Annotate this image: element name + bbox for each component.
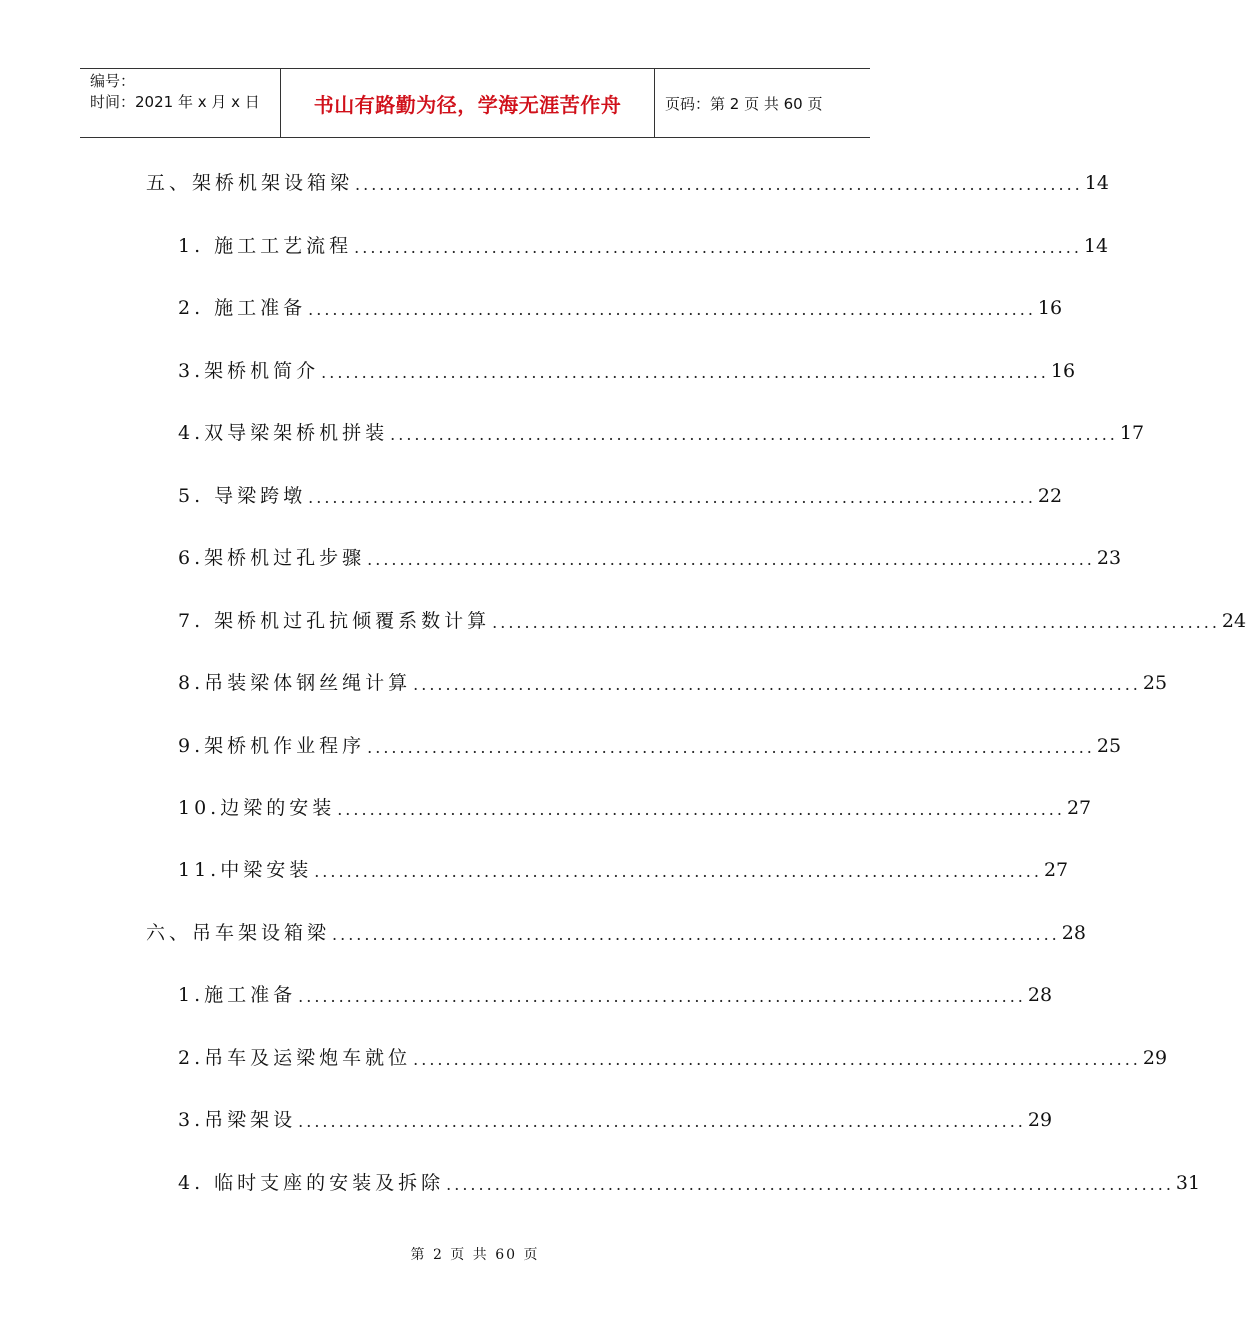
toc-entry-page: 23 bbox=[1096, 547, 1122, 569]
toc-item[interactable] bbox=[178, 418, 1145, 448]
toc-entry-label: 3.吊梁架设 bbox=[178, 1109, 297, 1131]
toc-item[interactable] bbox=[178, 1043, 1168, 1073]
toc-entry-page: 27 bbox=[1066, 797, 1092, 819]
toc-entry-page: 28 bbox=[1061, 922, 1086, 944]
toc-entry-label: 3.架桥机简介 bbox=[178, 360, 320, 382]
toc-entry-label: 7. 架桥机过孔抗倾覆系数计算 bbox=[178, 610, 491, 632]
toc-leader-dots: .......................................................................................... bbox=[298, 987, 1026, 1006]
toc-leader-dots: .......................................................................................... bbox=[390, 425, 1118, 444]
toc-leader-dots: .......................................................................................... bbox=[321, 363, 1049, 382]
toc-entry-page: 27 bbox=[1043, 859, 1069, 881]
document-number-label: 编号： bbox=[90, 72, 136, 90]
toc-section-6[interactable] bbox=[146, 918, 1086, 948]
toc-entry-page: 24 bbox=[1221, 610, 1246, 632]
toc-item[interactable] bbox=[178, 855, 1069, 885]
toc-entry-label: 六、吊车架设箱梁 bbox=[146, 922, 331, 944]
toc-leader-dots: .......................................................................................... bbox=[492, 613, 1220, 632]
toc-entry-label: 9.架桥机作业程序 bbox=[178, 735, 366, 757]
document-time: 时间：2021 年 x 月 x 日 bbox=[90, 93, 260, 111]
toc-leader-dots: .......................................................................................... bbox=[355, 175, 1083, 194]
page-footer: 第 2 页 共 60 页 bbox=[410, 1247, 540, 1263]
toc-entry-label: 8.吊装梁体钢丝绳计算 bbox=[178, 672, 412, 694]
toc-item[interactable] bbox=[178, 606, 1246, 636]
toc-entry-page: 25 bbox=[1096, 735, 1122, 757]
toc-section-5[interactable] bbox=[146, 168, 1109, 198]
toc-entry-label: 6.架桥机过孔步骤 bbox=[178, 547, 366, 569]
toc-entry-page: 25 bbox=[1142, 672, 1168, 694]
toc-entry-page: 31 bbox=[1175, 1172, 1201, 1194]
toc-leader-dots: .......................................................................................... bbox=[367, 550, 1095, 569]
toc-entry-label: 1.施工准备 bbox=[178, 984, 297, 1006]
toc-entry-page: 29 bbox=[1027, 1109, 1053, 1131]
toc-leader-dots: .......................................................................................... bbox=[367, 738, 1095, 757]
toc-entry-page: 14 bbox=[1084, 172, 1109, 194]
toc-leader-dots: .......................................................................................... bbox=[337, 800, 1065, 819]
toc-entry-label: 2. 施工准备 bbox=[178, 297, 307, 319]
toc-leader-dots: .......................................................................................... bbox=[314, 862, 1042, 881]
toc-item[interactable] bbox=[178, 293, 1063, 323]
toc-item[interactable] bbox=[178, 481, 1063, 511]
toc-item[interactable] bbox=[178, 731, 1122, 761]
toc-entry-page: 16 bbox=[1037, 297, 1063, 319]
toc-entry-page: 14 bbox=[1083, 235, 1109, 257]
toc-item[interactable] bbox=[178, 543, 1122, 573]
toc-item[interactable] bbox=[178, 231, 1109, 261]
toc-leader-dots: .......................................................................................... bbox=[354, 238, 1082, 257]
toc-entry-label: 4.双导梁架桥机拼装 bbox=[178, 422, 389, 444]
toc-entry-page: 22 bbox=[1037, 485, 1063, 507]
toc-leader-dots: .......................................................................................... bbox=[413, 1050, 1141, 1069]
toc-entry-label: 4. 临时支座的安装及拆除 bbox=[178, 1172, 445, 1194]
toc-entry-label: 11.中梁安装 bbox=[178, 859, 313, 881]
toc-item[interactable] bbox=[178, 1105, 1053, 1135]
toc-entry-label: 5. 导梁跨墩 bbox=[178, 485, 307, 507]
toc-leader-dots: .......................................................................................... bbox=[446, 1175, 1174, 1194]
toc-leader-dots: .......................................................................................... bbox=[413, 675, 1141, 694]
toc-entry-page: 28 bbox=[1027, 984, 1053, 1006]
toc-entry-label: 10.边梁的安装 bbox=[178, 797, 336, 819]
toc-leader-dots: .......................................................................................... bbox=[298, 1112, 1026, 1131]
toc-leader-dots: .......................................................................................... bbox=[332, 925, 1060, 944]
toc-entry-page: 17 bbox=[1119, 422, 1145, 444]
toc-entry-page: 16 bbox=[1050, 360, 1076, 382]
toc-item[interactable] bbox=[178, 356, 1076, 386]
toc-entry-label: 1. 施工工艺流程 bbox=[178, 235, 353, 257]
header-motto: 书山有路勤为径，学海无涯苦作舟 bbox=[281, 69, 655, 137]
toc-entry-label: 2.吊车及运梁炮车就位 bbox=[178, 1047, 412, 1069]
toc-item[interactable] bbox=[178, 1168, 1201, 1198]
toc-leader-dots: .......................................................................................... bbox=[308, 300, 1036, 319]
toc-leader-dots: .......................................................................................... bbox=[308, 488, 1036, 507]
toc-entry-page: 29 bbox=[1142, 1047, 1168, 1069]
header-page-info: 页码：第 2 页 共 60 页 bbox=[665, 94, 823, 113]
toc-item[interactable] bbox=[178, 980, 1053, 1010]
toc-item[interactable] bbox=[178, 793, 1092, 823]
toc-item[interactable] bbox=[178, 668, 1168, 698]
toc-entry-label: 五、架桥机架设箱梁 bbox=[146, 172, 354, 194]
